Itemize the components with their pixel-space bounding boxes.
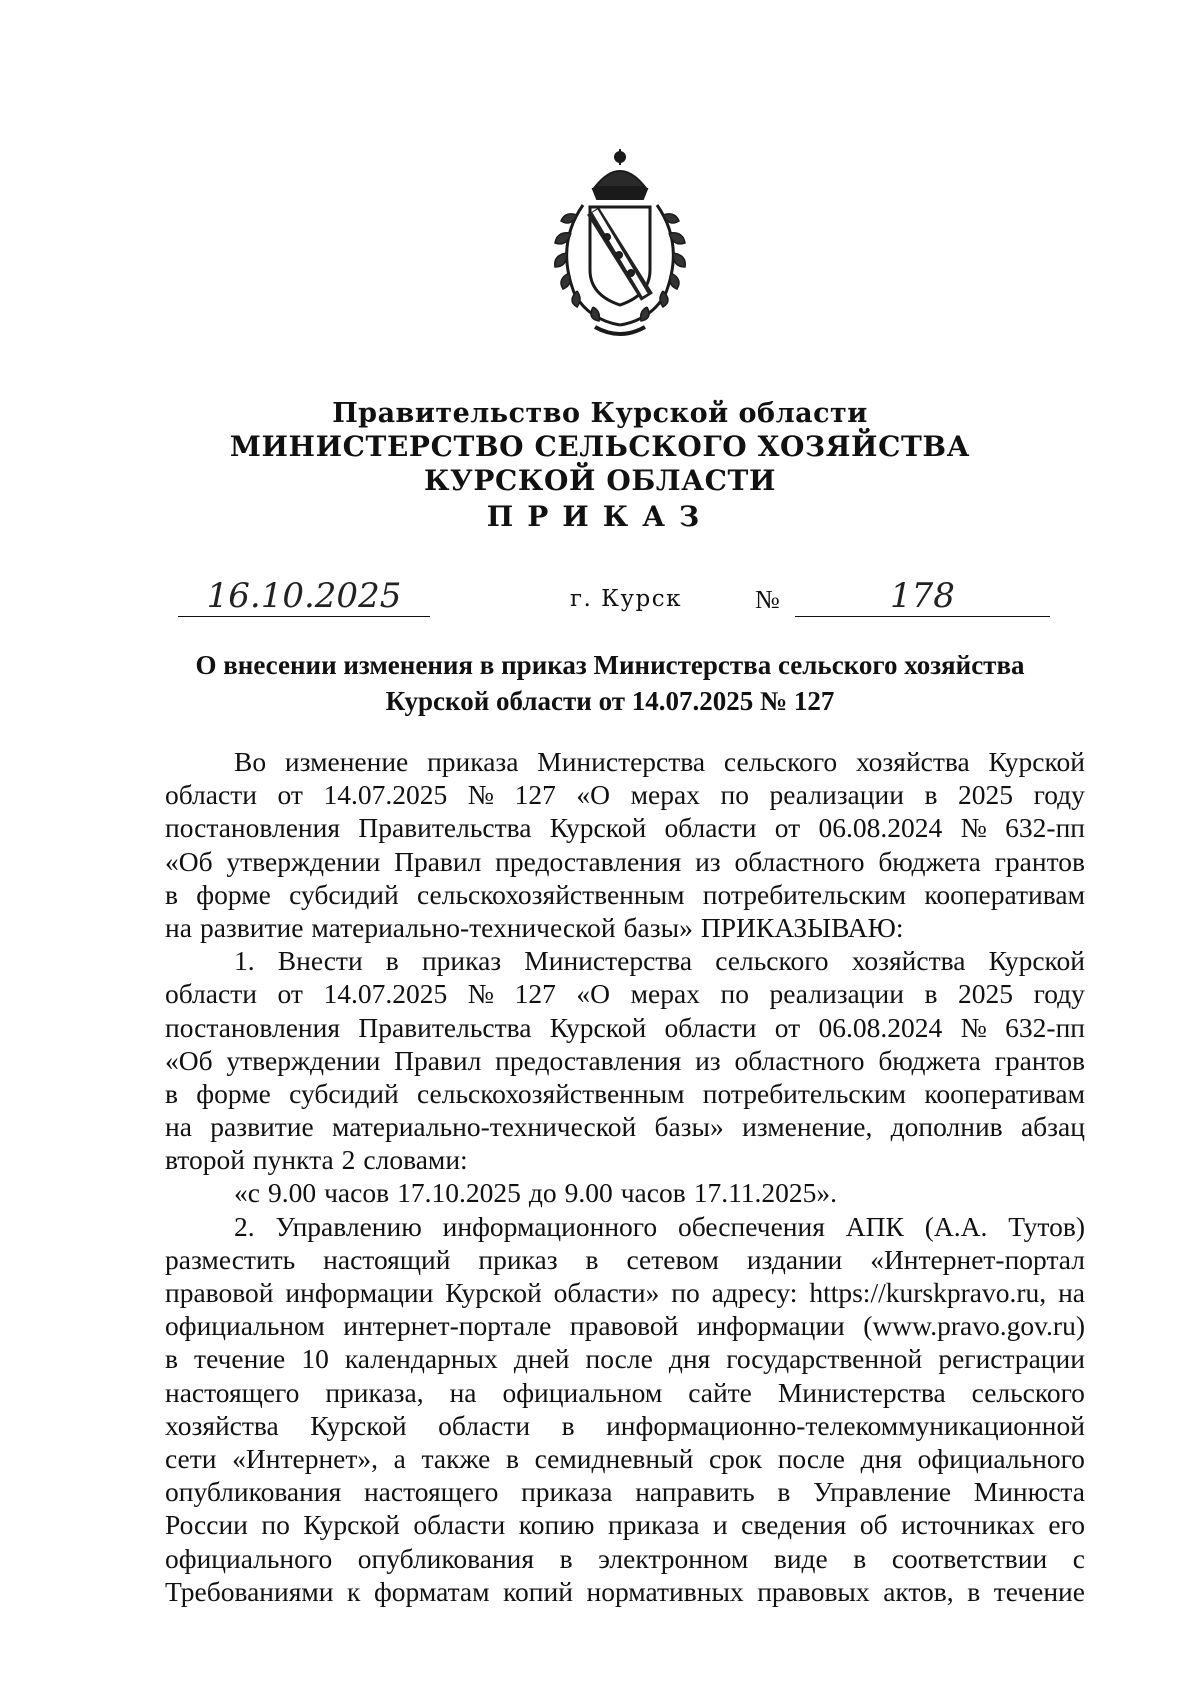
body-word: с bbox=[1072, 1542, 1085, 1574]
body-line bbox=[165, 745, 1085, 778]
body-word: 14.07.2025 bbox=[323, 779, 448, 811]
body-word: области bbox=[165, 779, 257, 811]
body-word: на bbox=[1058, 1277, 1085, 1308]
body-word: по bbox=[720, 978, 749, 1010]
body-word: Курской bbox=[549, 1011, 647, 1043]
date-number-line bbox=[0, 576, 1200, 626]
body-word: 2025 bbox=[958, 779, 1014, 811]
body-word: материально-технической bbox=[311, 911, 616, 943]
body-word: № bbox=[467, 978, 495, 1010]
body-word: сельскохозяйственным bbox=[416, 1077, 685, 1109]
body-word: часов bbox=[324, 1177, 390, 1209]
body-word: источниках bbox=[901, 1509, 1035, 1541]
body-word: и bbox=[712, 1509, 728, 1541]
body-word: а bbox=[393, 1442, 406, 1474]
body-word: областного bbox=[734, 1044, 865, 1076]
body-word: приказ bbox=[478, 1243, 558, 1275]
body-line bbox=[165, 1077, 1085, 1110]
body-line bbox=[165, 845, 1085, 878]
order-title-line-2: Курской области от 14.07.2025 № 127 bbox=[385, 686, 835, 716]
body-word: «О bbox=[576, 779, 611, 811]
body-word: реализации bbox=[769, 978, 904, 1010]
body-word: на bbox=[165, 911, 192, 943]
body-word: виде bbox=[773, 1542, 828, 1574]
body-word: утверждении bbox=[226, 1044, 381, 1076]
body-word: № bbox=[467, 779, 495, 811]
body-word: по bbox=[720, 779, 749, 811]
body-word: предоставления bbox=[495, 1044, 682, 1076]
body-word: копию bbox=[518, 1509, 595, 1541]
body-word: постановления bbox=[165, 812, 341, 844]
body-word: «Об bbox=[165, 1044, 213, 1076]
body-word: настоящего bbox=[363, 1476, 499, 1508]
body-word: материально-технической bbox=[332, 1111, 637, 1143]
body-line bbox=[165, 1475, 1085, 1508]
body-word: приказа bbox=[521, 1476, 613, 1508]
body-word: правовых bbox=[757, 1575, 870, 1607]
body-word: области bbox=[438, 1409, 531, 1441]
body-word: информации bbox=[696, 1310, 845, 1342]
body-line bbox=[165, 1276, 1085, 1309]
body-word: области» bbox=[553, 1277, 660, 1308]
body-word: приказа bbox=[427, 746, 519, 777]
body-word: адресу: bbox=[711, 1277, 798, 1308]
body-word: хозяйства bbox=[855, 746, 970, 777]
body-word: от bbox=[277, 779, 303, 811]
body-word: разместить bbox=[165, 1243, 296, 1275]
body-word: 06.08.2024 bbox=[818, 1011, 943, 1043]
body-word: реализации bbox=[769, 779, 904, 811]
body-word: до bbox=[528, 1177, 557, 1209]
body-word: в bbox=[559, 1542, 573, 1574]
body-word: форматам bbox=[373, 1575, 490, 1607]
body-word: информации bbox=[285, 1277, 434, 1308]
body-word: кооперативам bbox=[924, 1077, 1085, 1109]
body-word: 10 bbox=[301, 1343, 329, 1375]
body-word: 17.11.2025». bbox=[693, 1177, 838, 1209]
body-word: сетевом bbox=[626, 1243, 719, 1275]
body-word: мерах bbox=[630, 779, 700, 811]
body-word: «О bbox=[576, 978, 611, 1010]
body-word: области bbox=[413, 1509, 506, 1541]
document-type: ПРИКАЗ bbox=[486, 500, 714, 533]
body-word: официального bbox=[917, 1442, 1085, 1474]
body-word: в bbox=[777, 1476, 791, 1508]
body-word: форме bbox=[196, 1077, 271, 1109]
city: г. Курск bbox=[570, 586, 682, 612]
body-word: утверждении bbox=[226, 845, 381, 877]
body-word: «Об bbox=[165, 845, 213, 877]
body-word: № bbox=[960, 812, 987, 844]
body-word: сети bbox=[165, 1442, 217, 1474]
body-word: течение bbox=[993, 1575, 1085, 1607]
body-word: официальном bbox=[165, 1310, 325, 1342]
body-word: Правительства bbox=[358, 1011, 532, 1043]
body-word: 127 bbox=[514, 779, 556, 811]
body-word: бюджета bbox=[878, 1044, 981, 1076]
body-word: (А.А. bbox=[924, 1210, 988, 1242]
body-word: в bbox=[585, 1243, 599, 1275]
body-word: хозяйства bbox=[165, 1409, 279, 1441]
body-word: издании bbox=[746, 1243, 843, 1275]
body-word: обеспечения bbox=[678, 1210, 825, 1242]
body-word: 632-пп bbox=[1005, 1011, 1085, 1043]
order-number: 178 bbox=[795, 576, 1050, 617]
body-word: Министерства bbox=[537, 746, 706, 777]
body-word: Минюста bbox=[973, 1476, 1085, 1508]
body-line bbox=[165, 811, 1085, 844]
body-word: постановления bbox=[165, 1011, 341, 1043]
body-word: нормативных bbox=[586, 1575, 744, 1607]
body-word: области bbox=[165, 978, 257, 1010]
body-word: срок bbox=[708, 1442, 763, 1474]
body-word: бюджета bbox=[878, 845, 981, 877]
body-word: его bbox=[1048, 1509, 1085, 1541]
body-word: Правил bbox=[394, 845, 482, 877]
body-line bbox=[165, 778, 1085, 811]
body-line bbox=[165, 1143, 1085, 1176]
body-word: Правительства bbox=[358, 812, 532, 844]
body-word: 9.00 bbox=[267, 1177, 317, 1209]
body-word: в bbox=[505, 1442, 519, 1474]
body-word: настоящего bbox=[165, 1376, 300, 1408]
body-word: грантов bbox=[994, 1044, 1085, 1076]
body-word: областного bbox=[734, 845, 865, 877]
body-word: грантов bbox=[994, 845, 1085, 877]
body-word: мерах bbox=[630, 978, 700, 1010]
order-date: 16.10.2025 bbox=[178, 576, 430, 617]
body-line bbox=[165, 911, 1085, 944]
body-word: сельского bbox=[971, 1376, 1085, 1408]
body-word: базы» bbox=[623, 911, 693, 943]
body-word: семидневный bbox=[534, 1442, 694, 1474]
body-word: второй bbox=[165, 1144, 245, 1176]
body-word: актов, bbox=[883, 1575, 954, 1607]
body-line bbox=[165, 1409, 1085, 1442]
body-word: 127 bbox=[514, 978, 556, 1010]
body-line bbox=[165, 977, 1085, 1010]
body-word: настоящий bbox=[323, 1243, 451, 1275]
number-sign: № bbox=[755, 585, 780, 614]
ministry-name: МИНИСТЕРСТВО СЕЛЬСКОГО ХОЗЯЙСТВА bbox=[229, 430, 971, 463]
body-line bbox=[165, 1542, 1085, 1575]
body-word: потребительским bbox=[702, 878, 907, 910]
body-word: 2. bbox=[234, 1210, 255, 1242]
body-word: информационно-телекоммуникационной bbox=[606, 1409, 1085, 1441]
body-word: в bbox=[561, 1409, 575, 1441]
body-word: также bbox=[421, 1442, 491, 1474]
body-word: потребительским bbox=[702, 1077, 907, 1109]
order-body bbox=[165, 745, 1085, 1608]
body-word: от bbox=[277, 978, 303, 1010]
body-word: из bbox=[695, 1044, 721, 1076]
body-word: субсидий bbox=[289, 878, 399, 910]
body-word: пункта bbox=[252, 1144, 334, 1176]
body-word: Курской bbox=[445, 1277, 542, 1308]
body-word: в bbox=[967, 1575, 981, 1607]
body-word: Министерства bbox=[524, 945, 693, 977]
body-line bbox=[165, 1309, 1085, 1342]
body-word: на bbox=[165, 1111, 192, 1143]
body-word: № bbox=[960, 1011, 987, 1043]
body-word: области bbox=[664, 1011, 757, 1043]
body-word: 2 bbox=[341, 1144, 356, 1176]
body-word: году bbox=[1033, 779, 1085, 811]
body-word: правовой bbox=[165, 1277, 274, 1308]
body-word: официальном bbox=[502, 1376, 663, 1408]
body-word: в bbox=[924, 978, 938, 1010]
body-line bbox=[165, 1575, 1085, 1608]
body-line bbox=[165, 1442, 1085, 1475]
body-word: в bbox=[165, 1343, 178, 1375]
body-word: приказа, bbox=[325, 1376, 424, 1408]
body-word: 1. bbox=[234, 945, 255, 977]
body-word: Правил bbox=[394, 1044, 482, 1076]
body-line bbox=[165, 1044, 1085, 1077]
body-word: календарных bbox=[344, 1343, 498, 1375]
body-word: часов bbox=[620, 1177, 686, 1209]
body-word: Курской bbox=[303, 1509, 400, 1541]
body-word: государственной bbox=[726, 1343, 923, 1375]
body-word: году bbox=[1033, 978, 1085, 1010]
body-word: после bbox=[585, 1343, 653, 1375]
body-word: опубликования bbox=[165, 1476, 342, 1508]
body-word: словами: bbox=[363, 1144, 468, 1176]
body-word: Тутов) bbox=[1008, 1210, 1085, 1242]
body-word: на bbox=[449, 1376, 477, 1408]
body-word: сельского bbox=[723, 746, 838, 777]
body-word: в bbox=[165, 878, 178, 910]
body-word: развитие bbox=[199, 911, 304, 943]
body-word: АПК bbox=[845, 1210, 904, 1242]
body-word: Курской bbox=[310, 1409, 407, 1441]
body-word: дня bbox=[860, 1442, 903, 1474]
body-word: приказа bbox=[608, 1509, 700, 1541]
body-word: опубликования bbox=[357, 1542, 535, 1574]
body-word: в bbox=[165, 1077, 178, 1109]
body-word: регистрации bbox=[938, 1343, 1085, 1375]
body-word: от bbox=[774, 1011, 801, 1043]
body-word: https://kurskpravo.ru, bbox=[809, 1277, 1047, 1308]
body-word: 9.00 bbox=[564, 1177, 613, 1209]
body-line bbox=[165, 1176, 1085, 1209]
body-word: Управление bbox=[813, 1476, 952, 1508]
body-word: субсидий bbox=[289, 1077, 399, 1109]
body-word: дней bbox=[513, 1343, 570, 1375]
order-title-line-1: О внесении изменения в приказ Министерства сельского хозяйства bbox=[195, 650, 1025, 680]
body-word: «Интернет-портал bbox=[870, 1243, 1085, 1275]
body-word: в bbox=[924, 779, 938, 811]
coat-of-arms-icon bbox=[535, 145, 705, 345]
body-word: области bbox=[664, 812, 757, 844]
body-word: хозяйства bbox=[851, 945, 966, 977]
body-word: абзац bbox=[1020, 1111, 1085, 1143]
body-word: кооперативам bbox=[924, 878, 1085, 910]
body-line bbox=[165, 878, 1085, 911]
body-word: Курской bbox=[988, 945, 1085, 977]
body-word: направить bbox=[635, 1476, 755, 1508]
government-name: Правительство Курской области bbox=[332, 398, 868, 429]
body-word: копий bbox=[503, 1575, 573, 1607]
body-word: от bbox=[774, 812, 801, 844]
ministry-region: КУРСКОЙ ОБЛАСТИ bbox=[423, 464, 777, 497]
body-word: электронном bbox=[598, 1542, 749, 1574]
body-word: Министерства bbox=[777, 1376, 946, 1408]
body-word: приказ bbox=[421, 945, 502, 977]
body-word: сведения bbox=[741, 1509, 847, 1541]
body-word: развитие bbox=[210, 1111, 314, 1143]
body-word: в bbox=[853, 1542, 867, 1574]
body-word: интернет-портале bbox=[343, 1310, 552, 1342]
body-word: Требованиями bbox=[165, 1575, 334, 1607]
body-word: Управлению bbox=[275, 1210, 422, 1242]
body-line bbox=[165, 1342, 1085, 1375]
body-word: изменение, bbox=[742, 1111, 873, 1143]
body-word: дня bbox=[668, 1343, 711, 1375]
body-word: «Интернет», bbox=[232, 1442, 379, 1474]
body-word: ПРИКАЗЫВАЮ: bbox=[700, 911, 904, 943]
body-word: по bbox=[671, 1277, 700, 1308]
body-word: Внести bbox=[277, 945, 363, 977]
body-line bbox=[165, 1210, 1085, 1243]
body-word: (www.pravo.gov.ru) bbox=[863, 1310, 1085, 1342]
body-word: «с bbox=[234, 1177, 260, 1209]
body-word: из bbox=[695, 845, 721, 877]
body-word: соответствии bbox=[891, 1542, 1048, 1574]
body-word: 06.08.2024 bbox=[818, 812, 943, 844]
body-word: России bbox=[165, 1509, 248, 1541]
body-word: сельскохозяйственным bbox=[416, 878, 685, 910]
body-word: течение bbox=[194, 1343, 286, 1375]
body-word: предоставления bbox=[495, 845, 682, 877]
body-word: правовой bbox=[569, 1310, 679, 1342]
body-word: после bbox=[777, 1442, 845, 1474]
body-line bbox=[165, 1376, 1085, 1409]
body-line bbox=[165, 1110, 1085, 1143]
body-word: базы» bbox=[654, 1111, 724, 1143]
body-word: дополнив bbox=[890, 1111, 1003, 1143]
body-word: Во bbox=[234, 746, 267, 777]
body-word: сельского bbox=[715, 945, 829, 977]
body-word: в bbox=[385, 945, 399, 977]
body-line bbox=[165, 1011, 1085, 1044]
body-word: Курской bbox=[549, 812, 647, 844]
body-word: 2025 bbox=[958, 978, 1014, 1010]
body-word: Курской bbox=[988, 746, 1085, 777]
body-word: информационного bbox=[442, 1210, 658, 1242]
body-word: официального bbox=[165, 1542, 333, 1574]
body-word: по bbox=[261, 1509, 290, 1541]
body-word: сайте bbox=[688, 1376, 752, 1408]
body-line bbox=[165, 1243, 1085, 1276]
body-word: форме bbox=[196, 878, 271, 910]
body-word: 14.07.2025 bbox=[323, 978, 448, 1010]
body-word: к bbox=[347, 1575, 361, 1607]
body-word: об bbox=[859, 1509, 888, 1541]
body-word: изменение bbox=[284, 746, 409, 777]
body-word: 632-пп bbox=[1005, 812, 1085, 844]
body-line bbox=[165, 944, 1085, 977]
body-line bbox=[165, 1508, 1085, 1541]
body-word: 17.10.2025 bbox=[397, 1177, 521, 1209]
